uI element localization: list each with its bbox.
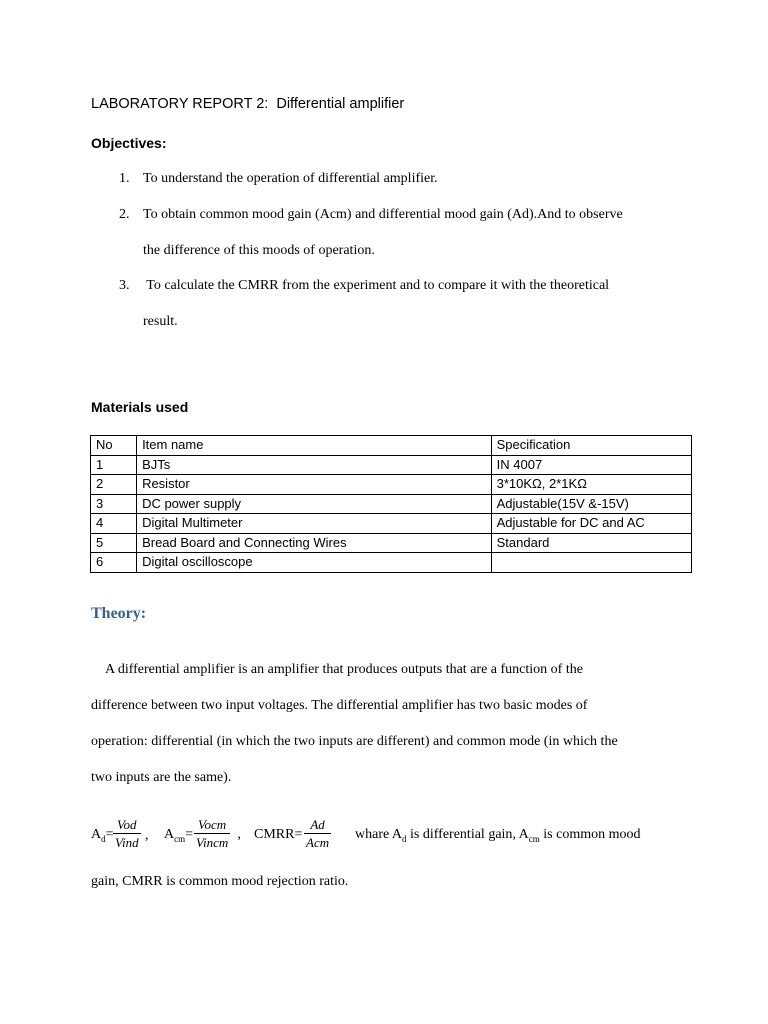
theory-closing-line: gain, CMRR is common mood rejection ratio. <box>91 874 349 889</box>
ad-numerator: Vod <box>117 817 137 832</box>
cmrr-fraction <box>304 816 331 851</box>
row-specification: Adjustable(15V &-15V) <box>491 494 691 514</box>
ad-label: $A_d=$ <box>91 827 114 844</box>
objective-1-text: To understand the operation of differential amplifier. <box>143 171 438 186</box>
formula-explanation: whare $A_d$ is differential gain, $A_{cm}$ is common mood <box>355 827 641 844</box>
theory-paragraph-line1: A differential amplifier is an amplifier that produces outputs that are a function of the <box>105 662 583 677</box>
acm-numerator: Vocm <box>198 817 227 832</box>
report-label: LABORATORY REPORT 2 <box>91 96 265 112</box>
cmrr-label: CMRR= <box>254 827 303 842</box>
row-item-name: Digital Multimeter <box>137 514 492 534</box>
row-no: 6 <box>91 553 137 573</box>
table-header-row <box>91 436 692 456</box>
row-item-name: DC power supply <box>137 494 492 514</box>
materials-heading: Materials used <box>91 399 189 415</box>
row-specification: Adjustable for DC and AC <box>491 514 691 534</box>
title-colon: : <box>264 96 269 112</box>
ad-separator: , <box>145 828 149 843</box>
objective-2-number: 2. <box>119 207 130 222</box>
acm-separator: , <box>234 827 241 842</box>
row-no: 1 <box>91 455 137 475</box>
row-no: 3 <box>91 494 137 514</box>
row-specification: Standard <box>491 533 691 553</box>
objective-3-text-line2: result. <box>143 314 178 329</box>
row-item-name: BJTs <box>137 455 492 475</box>
table-row <box>91 455 692 475</box>
objectives-heading: Objectives: <box>91 135 167 151</box>
theory-paragraph-line3: operation: differential (in which the two inputs are different) and common mode (in which the <box>91 734 618 749</box>
header-no: No <box>91 436 137 456</box>
theory-heading: Theory: <box>91 605 147 622</box>
objective-3-number: 3. <box>119 278 130 293</box>
materials-table <box>90 435 692 573</box>
table-row <box>91 553 692 573</box>
row-specification: 3*10KΩ, 2*1KΩ <box>491 475 691 495</box>
header-specification: Specification <box>491 436 691 456</box>
table-row <box>91 475 692 495</box>
objective-3-text-line1: To calculate the CMRR from the experiment and to compare it with the theoretical <box>143 278 610 293</box>
row-item-name: Digital oscilloscope <box>137 553 492 573</box>
row-no: 2 <box>91 475 137 495</box>
objective-1-number: 1. <box>119 171 130 186</box>
ad-fraction <box>113 816 141 851</box>
row-no: 4 <box>91 514 137 534</box>
cmrr-denominator: Acm <box>306 835 330 850</box>
cmrr-numerator: Ad <box>310 817 325 832</box>
row-no: 5 <box>91 533 137 553</box>
objective-2-text-line1: To obtain common mood gain (Acm) and differential mood gain (Ad).And to observe <box>143 207 623 222</box>
row-item-name: Resistor <box>137 475 492 495</box>
ad-denominator: Vind <box>115 835 139 850</box>
row-item-name: Bread Board and Connecting Wires <box>137 533 492 553</box>
row-specification <box>491 553 691 573</box>
acm-label: $A_{cm}=$ <box>164 827 194 844</box>
theory-paragraph-line4: two inputs are the same). <box>91 770 232 785</box>
table-row <box>91 514 692 534</box>
objective-2-text-line2: the difference of this moods of operation. <box>143 243 375 258</box>
report-subject: Differential amplifier <box>276 96 405 112</box>
report-title <box>91 96 404 112</box>
gain-formulas <box>91 816 731 856</box>
acm-fraction <box>194 816 230 851</box>
row-specification: IN 4007 <box>491 455 691 475</box>
table-row <box>91 494 692 514</box>
table-row <box>91 533 692 553</box>
header-item-name: Item name <box>137 436 492 456</box>
acm-denominator: Vincm <box>196 835 229 850</box>
theory-paragraph-line2: difference between two input voltages. The differential amplifier has two basic modes of <box>91 698 588 713</box>
